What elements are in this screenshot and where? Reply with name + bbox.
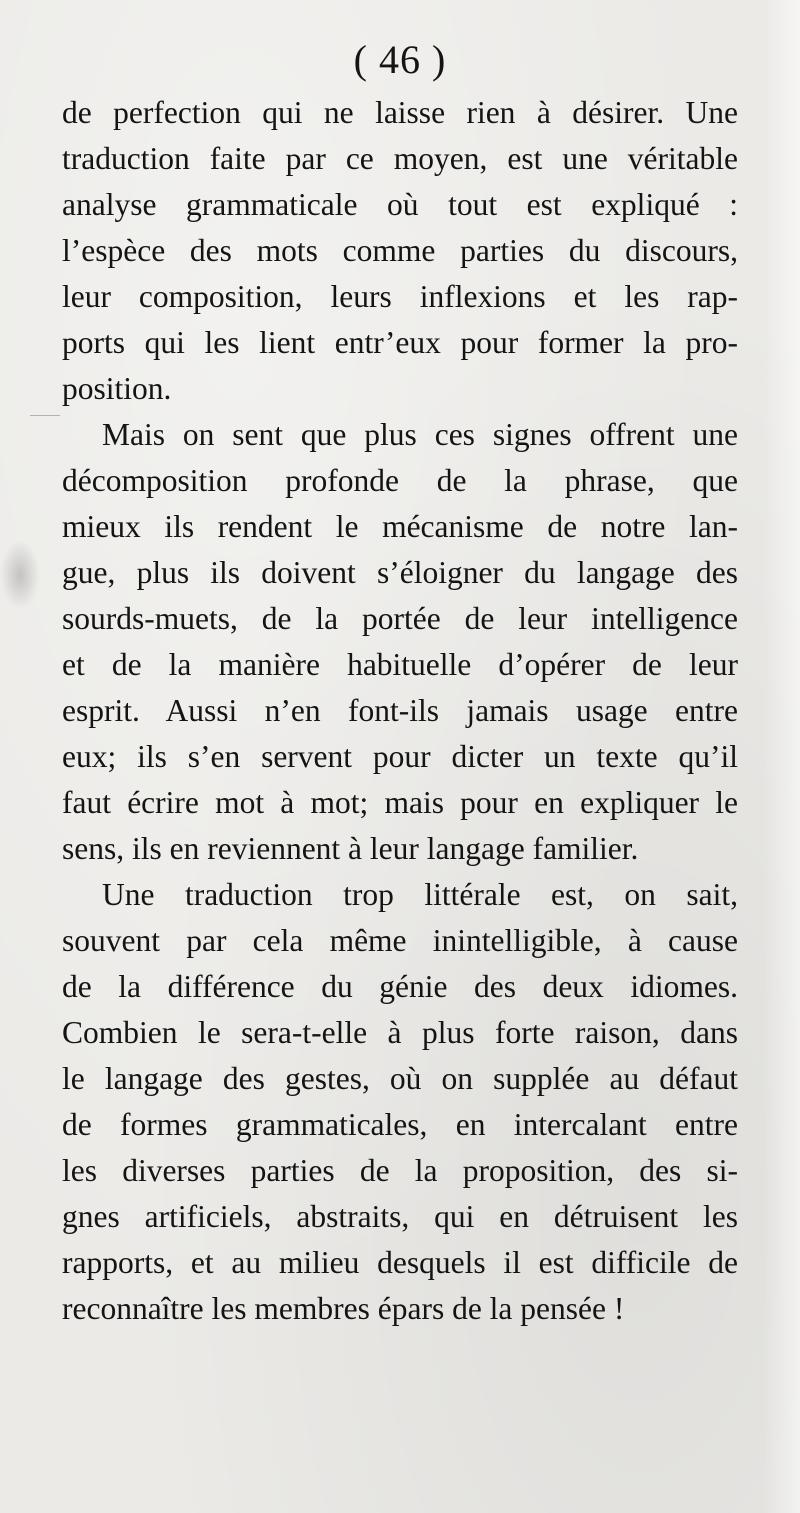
text-line: le langage des gestes, où on supplée au défaut <box>62 1061 738 1096</box>
text-line: les diverses parties de la proposition, des si- <box>62 1153 738 1188</box>
text-line: sens, ils en reviennent à leur langage familier. <box>62 831 639 866</box>
text-line: décomposition profonde de la phrase, que <box>62 463 738 498</box>
body-text <box>62 90 738 1332</box>
text-line: souvent par cela même inintelligible, à cause <box>62 923 738 958</box>
text-line: leur composition, leurs inflexions et les rap- <box>62 279 738 314</box>
text-line: de perfection qui ne laisse rien à désirer. Une <box>62 95 738 130</box>
text-line: mieux ils rendent le mécanisme de notre lan- <box>62 509 738 544</box>
page-smudge <box>0 540 40 610</box>
text-line: ports qui les lient entr’eux pour former la pro- <box>62 325 738 360</box>
text-line: analyse grammaticale où tout est expliqué : <box>62 187 738 222</box>
text-line: gue, plus ils doivent s’éloigner du langage des <box>62 555 738 590</box>
text-line: sourds-muets, de la portée de leur intelligence <box>62 601 738 636</box>
text-line: eux; ils s’en servent pour dicter un texte qu’il <box>62 739 738 774</box>
text-line: Mais on sent que plus ces signes offrent une <box>102 417 738 452</box>
text-line: gnes artificiels, abstraits, qui en détruisent les <box>62 1199 738 1234</box>
text-line: de la différence du génie des deux idiomes. <box>62 969 738 1004</box>
text-line: l’espèce des mots comme parties du discours, <box>62 233 738 268</box>
text-line: faut écrire mot à mot; mais pour en expliquer le <box>62 785 738 820</box>
text-line: Une traduction trop littérale est, on sait, <box>102 877 738 912</box>
text-line: reconnaître les membres épars de la pensée ! <box>62 1291 625 1326</box>
text-line: position. <box>62 371 172 406</box>
page-edge-shading <box>764 0 800 1513</box>
text-line: et de la manière habituelle d’opérer de leur <box>62 647 738 682</box>
text-line: Combien le sera-t-elle à plus forte raison, dans <box>62 1015 738 1050</box>
page-number: ( 46 ) <box>353 37 447 82</box>
text-line: rapports, et au milieu desquels il est difficile de <box>62 1245 738 1280</box>
margin-mark <box>30 395 60 416</box>
text-line: traduction faite par ce moyen, est une véritable <box>62 141 738 176</box>
text-line: esprit. Aussi n’en font-ils jamais usage entre <box>62 693 738 728</box>
text-line: de formes grammaticales, en intercalant entre <box>62 1107 738 1142</box>
